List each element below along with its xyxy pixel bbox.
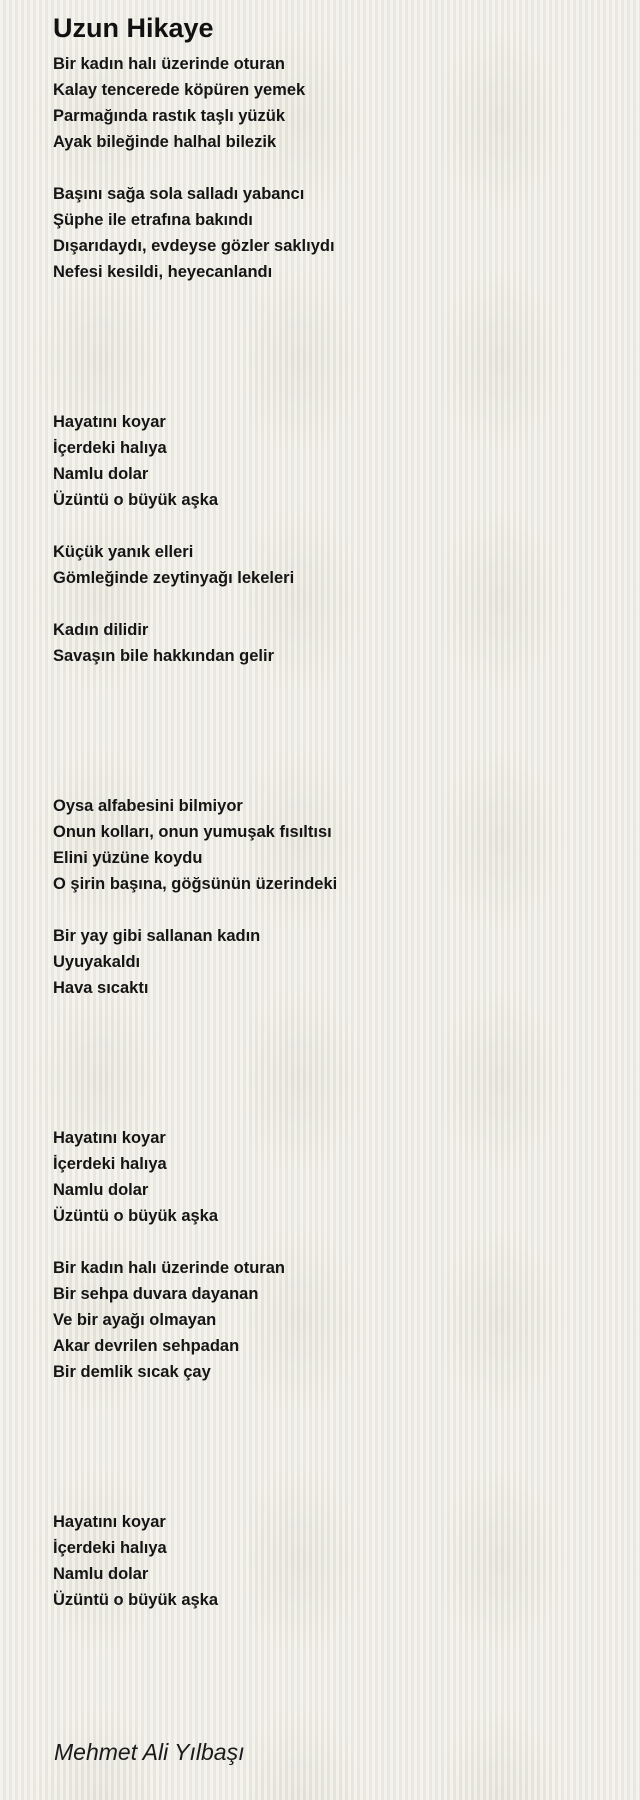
poem-line: Kadın dilidir [53,621,149,639]
poem-line: Ayak bileğinde halhal bilezik [53,133,277,151]
poem-section [53,51,613,285]
poem-line: Bir yay gibi sallanan kadın [53,927,261,945]
poem-stanza [53,1125,613,1229]
poem-line: Başını sağa sola salladı yabancı [53,185,305,203]
poem-title: Uzun Hikaye [53,13,214,43]
poem-stanza [53,409,613,513]
poem-section [53,1125,613,1385]
poem-line: O şirin başına, göğsünün üzerindeki [53,875,338,893]
poem-line: Dışarıdaydı, evdeyse gözler saklıydı [53,237,335,255]
poem-line: Üzüntü o büyük aşka [53,491,219,509]
poem-stanza [53,539,613,591]
stanza-gap [53,1229,613,1255]
poem-stanza [53,51,613,155]
poem-line: Savaşın bile hakkından gelir [53,647,275,665]
poem-line: Üzüntü o büyük aşka [53,1207,219,1225]
section-gap [53,1385,613,1509]
poem-line: Kalay tencerede köpüren yemek [53,81,306,99]
section-gap [53,1001,613,1125]
poem-line: Namlu dolar [53,1565,149,1583]
poem-stanza [53,181,613,285]
poem-stanza [53,617,613,669]
poem-line: Uyuyakaldı [53,953,141,971]
poem-line: Küçük yanık elleri [53,543,194,561]
poem-line: Namlu dolar [53,1181,149,1199]
poem-stanza [53,1509,613,1613]
section-gap [53,669,613,793]
poem-line: Nefesi kesildi, heyecanlandı [53,263,273,281]
poem-section [53,1509,613,1613]
poem-line: Hayatını koyar [53,1129,166,1147]
stanza-gap [53,591,613,617]
poem-stanza [53,923,613,1001]
poem-author: Mehmet Ali Yılbaşı [54,1739,245,1765]
poem-section [53,409,613,669]
poem-line: Üzüntü o büyük aşka [53,1591,219,1609]
section-gap [53,285,613,409]
stanza-gap [53,155,613,181]
poem-line: Bir sehpa duvara dayanan [53,1285,259,1303]
poem-line: Bir kadın halı üzerinde oturan [53,55,285,73]
poem-line: Bir kadın halı üzerinde oturan [53,1259,285,1277]
poem-line: Ve bir ayağı olmayan [53,1311,217,1329]
poem-line: Parmağında rastık taşlı yüzük [53,107,286,125]
poem-line: Hayatını koyar [53,1513,166,1531]
poem-line: Onun kolları, onun yumuşak fısıltısı [53,823,332,841]
poem-line: İçerdeki halıya [53,1539,167,1557]
poem-section [53,793,613,1001]
stanza-gap [53,513,613,539]
poem-line: Hava sıcaktı [53,979,149,997]
poem-stanza [53,793,613,897]
poem-line: Gömleğinde zeytinyağı lekeleri [53,569,295,587]
poem-line: Bir demlik sıcak çay [53,1363,211,1381]
stanza-gap [53,897,613,923]
poem-line: Şüphe ile etrafına bakındı [53,211,253,229]
poem-line: Namlu dolar [53,465,149,483]
poem-line: Hayatını koyar [53,413,166,431]
poem-line: Elini yüzüne koydu [53,849,203,867]
poem-body [53,51,613,1613]
poem-stanza [53,1255,613,1385]
poem-line: Akar devrilen sehpadan [53,1337,240,1355]
poem-line: İçerdeki halıya [53,1155,167,1173]
poem-line: İçerdeki halıya [53,439,167,457]
poem-line: Oysa alfabesini bilmiyor [53,797,243,815]
